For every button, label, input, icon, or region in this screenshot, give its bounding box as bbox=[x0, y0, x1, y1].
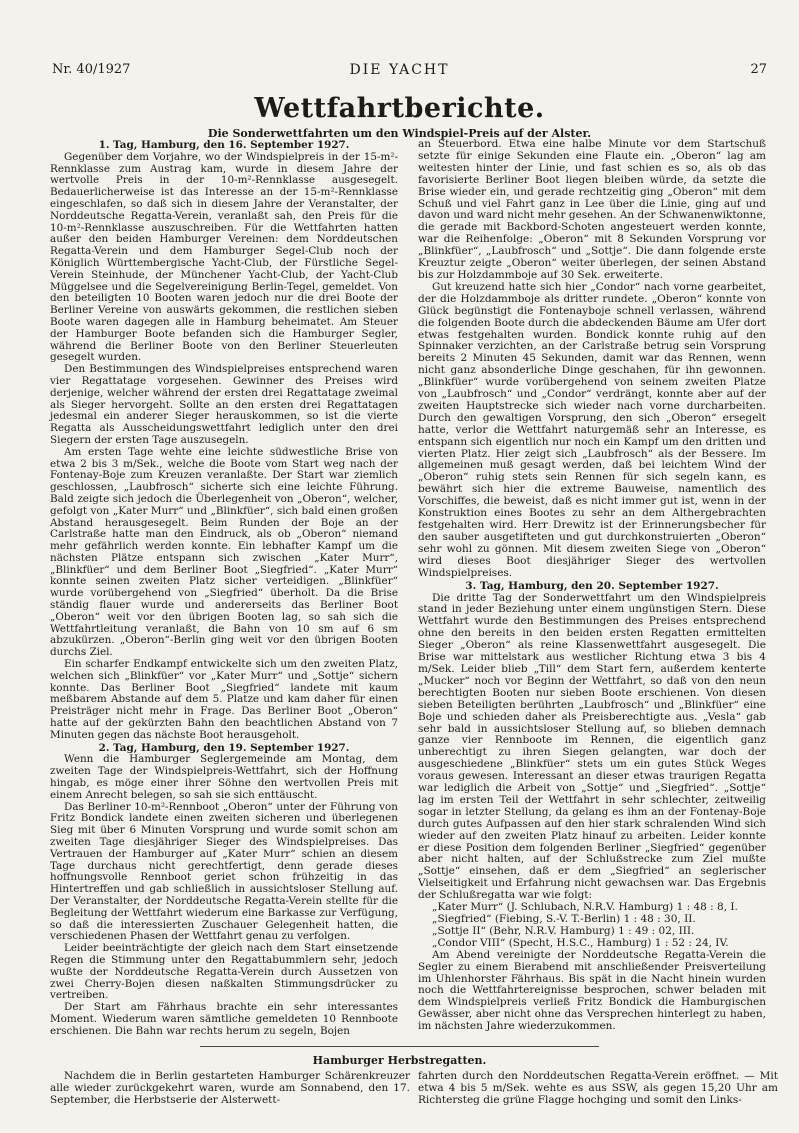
issue-number: Nr. 40/1927 bbox=[52, 62, 131, 77]
day1-paragraph: Gegenüber dem Vorjahre, wo der Windspielpreis in der 15-m²-Rennklasse zum Austrag kam, wurde in diesem Jahre der wertvolle Preis in der 10-m²-Rennklasse ausgesegelt. Bedauerlicherweise ist das Interesse an der 15-m²-Rennklasse eingeschlafen, so daß sich in diesem Jahre der Veranstalter, der Norddeutsche Regatta-Verein, veranlaßt sah, den Preis für die 10-m²-Rennklasse auszuschreiben. Für die Wettfahrten hatten außer den beiden Hamburger Vereinen: dem Norddeutschen Regatta-Verein und dem Hamburger Segel-Club noch der Königlich Württembergische Yacht-Club, der Fürstliche Segel-Verein Steinhude, der Münchener Yacht-Club, der Yacht-Club Müggelsee und die Segelvereinigung Berlin-Tegel, gemeldet. Von den beteiligten 10 Booten waren jedoch nur die drei Boote der Berliner Vereine von auswärts gekommen, die restlichen sieben Boote waren dagegen alle in Hamburg beheimatet. Am Steuer der Hamburger Boote befanden sich die Hamburger Segler, während die Berliner Boote von den Berliner Steuerleuten gesegelt wurden. bbox=[50, 150, 398, 364]
day2-continuation: an Steuerbord. Etwa eine halbe Minute vor dem Startschuß setzte für einige Sekunden eine Flaute ein. „Oberon“ lag am weitesten hinter der Linie, und fast schien es so, als ob das favorisierte Berliner Boot liegen bleiben würde, da setzte die Brise wieder ein, und gerade rechtzeitig ging „Oberon“ mit dem Schuß und viel Fahrt ganz in Lee über die Linie, ging auf und davon und ward nicht mehr gesehen. An der Schwanenwiktonne, die gerade mit Backbord-Schoten angesteuert werden konnte, war die Reihenfolge: „Oberon“ mit 8 Sekunden Vorsprung vor „Blinkfüer“, „Laubfrosch“ und „Sottje“. Die dann folgende erste Kreuztur zeigte „Oberon“ weiter überlegen, der seinen Abstand bis zur Holzdammboje auf 30 Sek. erweiterte. bbox=[418, 138, 766, 281]
day3-heading: 3. Tag, Hamburg, den 20. September 1927. bbox=[465, 579, 719, 592]
section2-paragraph: fahrten durch den Norddeutschen Regatta-Verein eröffnet. — Mit etwa 4 bis 5 m/Sek. wehte es aus SSW, als gegen 15,20 Uhr am Richtersteg die grüne Flagge hochging und somit den Links- bbox=[418, 1070, 778, 1106]
day3-closing: Am Abend vereinigte der Norddeutsche Regatta-Verein die Segler zu einem Bierabend mit anschließender Preisverteilung im Uhlenhorster Fährhaus. Bis spät in die Nacht hinein wurden noch die Wettfahrtereignisse besprochen, schwer beladen mit dem Windspielpreis verließ Fritz Bondick die Hamburgischen Gewässer, aber nicht ohne das Versprechen hinterlegt zu haben, im nächsten Jahre wiederzukommen. bbox=[418, 948, 766, 1033]
left-column bbox=[50, 139, 398, 1038]
day1-heading: 1. Tag, Hamburg, den 16. September 1927. bbox=[98, 139, 350, 151]
result-entry: „Siegfried“ (Fiebing, S.-V. T.-Berlin) 1 : 48 : 30, II. bbox=[432, 913, 696, 925]
section2-paragraph: Nachdem die in Berlin gestarteten Hamburger Schärenkreuzer alle wieder zurückgekehrt waren, wurde am Sonnabend, den 17. September, die Herbstserie der Alsterwett- bbox=[50, 1070, 410, 1106]
section2-left-column bbox=[50, 1070, 410, 1106]
day3-paragraph: Die dritte Tag der Sonderwettfahrt um den Windspielpreis stand in jeder Beziehung unter einem ungünstigen Stern. Diese Wettfahrt wurde den Bestimmungen des Preises entsprechend ohne den bereits in den beiden ersten Regatten ermittelten Sieger „Oberon“ als reine Klassenwettfahrt ausgesegelt. Die Brise war mittelstark aus westlicher Richtung etwa 3 bis 4 m/Sek. Leider blieb „Till“ dem Start fern, außerdem kenterte „Mucker“ noch vor Beginn der Wettfahrt, so daß von den neun berechtigten Booten nur sieben Boote erschienen. Von diesen sieben Beteiligten berührten „Laubfrosch“ und „Blinkfüer“ eine Boje und schieden daher als Preisberechtigte aus. „Vesla“ gab sehr bald in aussichtsloser Stellung auf, so blieben demnach ganze vier Rennboote im Rennen, die eigentlich ganz unberechtigt zu ihren Siegen gelangten, war doch der ausgeschiedene „Blinkfüer“ stets um ein gutes Stück Weges voraus gewesen. Interessant an dieser etwas traurigen Regatta war lediglich die Arbeit von „Sottje“ und „Siegfried“. „Sottje“ lag im ersten Teil der Wettfahrt in sehr schlechter, zeitweilig sogar in letzter Stellung, da gelang es ihm an der Fontenay-Boje durch gutes Aufpassen auf den hier stark schralenden Wind sich wieder auf den zweiten Platz hinauf zu arbeiten. Leider konnte er diese Position dem folgenden Berliner „Siegfried“ gegenüber aber nicht halten, auf der Schlußstrecke zum Ziel mußte „Sottje“ einsehen, daß er dem „Siegfried“ an seglerischer Vielseitigkeit und Erfahrung nicht gewachsen war. Das Ergebnis der Schlußregatta war wie folgt: bbox=[418, 591, 766, 902]
result-entry: „Sottje II“ (Behr, N.R.V. Hamburg) 1 : 49 : 02, III. bbox=[432, 924, 695, 937]
results-list bbox=[418, 902, 766, 950]
article-title: Wettfahrtberichte. bbox=[254, 93, 545, 124]
journal-title: DIE YACHT bbox=[349, 62, 450, 78]
result-entry: „Condor VIII“ (Specht, H.S.C., Hamburg) 1 : 52 : 24, IV. bbox=[432, 936, 729, 949]
result-entry: „Kater Murr“ (J. Schlubach, N.R.V. Hamburg) 1 : 48 : 8, I. bbox=[432, 901, 738, 914]
day2-paragraph: Der Start am Fährhaus brachte ein sehr interessantes Moment. Wiederum waren sämtliche gemeldeten 10 Rennboote erschienen. Die Bahn war rechts herum zu segeln, Bojen bbox=[50, 1001, 398, 1037]
article-subtitle: Die Sonderwettfahrten um den Windspiel-Preis auf der Alster. bbox=[207, 127, 592, 140]
day1-paragraph: Den Bestimmungen des Windspielpreises entsprechend waren vier Regattatage vorgesehen. Gewinner des Preises wird derjenige, welcher während der ersten drei Regattatage zweimal als Sieger hervorgeht. Sollte an den ersten drei Regattatagen jedesmal ein anderer Sieger herauskommen, so ist die vierte Regatta als Ausscheidungswettfahrt lediglich unter den drei Siegern der ersten Tage auszusegeln. bbox=[50, 363, 398, 446]
section-divider bbox=[200, 1046, 599, 1047]
day1-paragraph: Am ersten Tage wehte eine leichte südwestliche Brise von etwa 2 bis 3 m/Sek., welche die Boote vom Start weg nach der Fontenay-Boje zum Kreuzen veranlaßte. Der Start war ziemlich geschlossen, „Laubfrosch“ sicherte sich eine leichte Führung. Bald zeigte sich jedoch die Überlegenheit von „Oberon“, welcher, gefolgt von „Kater Murr“ und „Blinkfüer“, sich bald einen großen Abstand herausgesegelt. Beim Runden der Boje an der Carlstraße hatte man den Eindruck, als ob „Oberon“ niemand mehr gefährlich werden konnte. Ein lebhafter Kampf um die nächsten Plätze entspann sich zwischen „Kater Murr“, „Blinkfüer“ und dem Berliner Boot „Siegfried“. „Kater Murr“ konnte seinen zweiten Platz sicher verteidigen. „Blinkfüer“ wurde vorübergehend von „Siegfried“ überholt. Da die Brise ständig flauer wurde und andererseits das Berliner Boot „Oberon“ weit vor den übrigen Booten lag, so sah sich die Wettfahrtleitung veranlaßt, die Bahn von 10 sm auf 6 sm abzukürzen. „Oberon“-Berlin ging weit vor den übrigen Booten durchs Ziel. bbox=[50, 445, 398, 659]
day2-continuation: Gut kreuzend hatte sich hier „Condor“ nach vorne gearbeitet, der die Holzdammboje als dritter rundete. „Oberon“ konnte von Glück begünstigt die Fontenayboje schnell verlassen, während die folgenden Boote durch die abdeckenden Bäume am Ufer dort etwas festgehalten wurden. Bondick konnte ruhig auf den Spinnaker verzichten, an der Carlstraße betrug sein Vorsprung bereits 2 Minuten 45 Sekunden, damit war das Rennen, wenn nicht ganz absonderliche Dinge geschahen, für ihn gewonnen. „Blinkfüer“ wurde vorübergehend von seinem zweiten Platze von „Laubfrosch“ und „Condor“ verdrängt, konnte aber auf der zweiten Hauptstrecke sich wieder nach vorne durcharbeiten. Durch den gewaltigen Vorsprung, den sich „Oberon“ ersegelt hatte, verlor die Wettfahrt naturgemäß sehr an Interesse, es entspann sich eigentlich nur noch ein Kampf um den dritten und vierten Platz. Hier zeigt sich „Laubfrosch“ als der Bessere. Im allgemeinen muß gesagt werden, daß bei leichtem Wind der „Oberon“ ruhig stets sein Rennen für sich segeln kann, es bewährt sich hier die extreme Bauweise, namentlich des Vorschiffes, die beweist, daß es nicht immer gut ist, wenn in der Konstruktion eines Bootes zu sehr an dem Althergebrachten festgehalten wird. Herr Drewitz ist der Erinnerungsbecher für den sauber ausgetifteten und gut durchkonstruierten „Oberon“ sehr wohl zu gönnen. Mit diesem zweiten Siege von „Oberon“ wird dieses Boot diesjähriger Sieger des wertvollen Windspielpreises. bbox=[418, 280, 766, 579]
section2-title: Hamburger Herbstregatten. bbox=[312, 1054, 487, 1067]
day1-paragraph: Ein scharfer Endkampf entwickelte sich um den zweiten Platz, welchen sich „Blinkfüer“ vor „Kater Murr“ und „Sottje“ sichern konnte. Das Berliner Boot „Siegfried“ landete mit kaum meßbarem Abstande auf dem 5. Platze und kam daher für einen Preisträger nicht mehr in Frage. Das Berliner Boot „Oberon“ hatte auf der gekürzten Bahn den beachtlichen Abstand von 7 Minuten gegen das nächste Boot herausgeholt. bbox=[50, 658, 398, 741]
right-column bbox=[418, 139, 766, 1033]
day2-heading: 2. Tag, Hamburg, den 19. September 1927. bbox=[98, 741, 350, 754]
day2-paragraph: Leider beeinträchtigte der gleich nach dem Start einsetzende Regen die Stimmung unter den Regattabummlern sehr, jedoch wußte der Norddeutsche Regatta-Verein durch Aussetzen von zwei Cherry-Bojen diesen naßkalten Stimmungsdrücker zu vertreiben. bbox=[50, 942, 398, 1002]
section2-right-column bbox=[418, 1070, 778, 1106]
day2-paragraph: Das Berliner 10-m²-Rennboot „Oberon“ unter der Führung von Fritz Bondick landete einen zweiten sicheren und überlegenen Sieg mit über 6 Minuten Vorsprung und wurde somit schon am zweiten Tage diesjähriger Sieger des Windspielpreises. Das Vertrauen der Hamburger auf „Kater Murr“ schien an diesem Tage durchaus nicht gerechtfertigt, denn gerade dieses hoffnungsvolle Rennboot geriet schon frühzeitig in das Hintertreffen und gab schließlich in aussichtsloser Stellung auf. Der Veranstalter, der Norddeutsche Regatta-Verein stellte für die Begleitung der Wettfahrt wiederum eine Barkasse zur Verfügung, so daß die interessierten Zuschauer Gelegenheit hatten, die verschiedenen Phasen der Wettfahrt genau zu verfolgen. bbox=[50, 800, 398, 943]
day2-paragraph: Wenn die Hamburger Seglergemeinde am Montag, dem zweiten Tage der Windspielpreis-Wettfahrt, sich der Hoffnung hingab, es möge einer ihrer Söhne den wertvollen Preis mit einem Anrecht belegen, so sah sie sich enttäuscht. bbox=[50, 753, 398, 801]
page-number: 27 bbox=[750, 62, 767, 77]
